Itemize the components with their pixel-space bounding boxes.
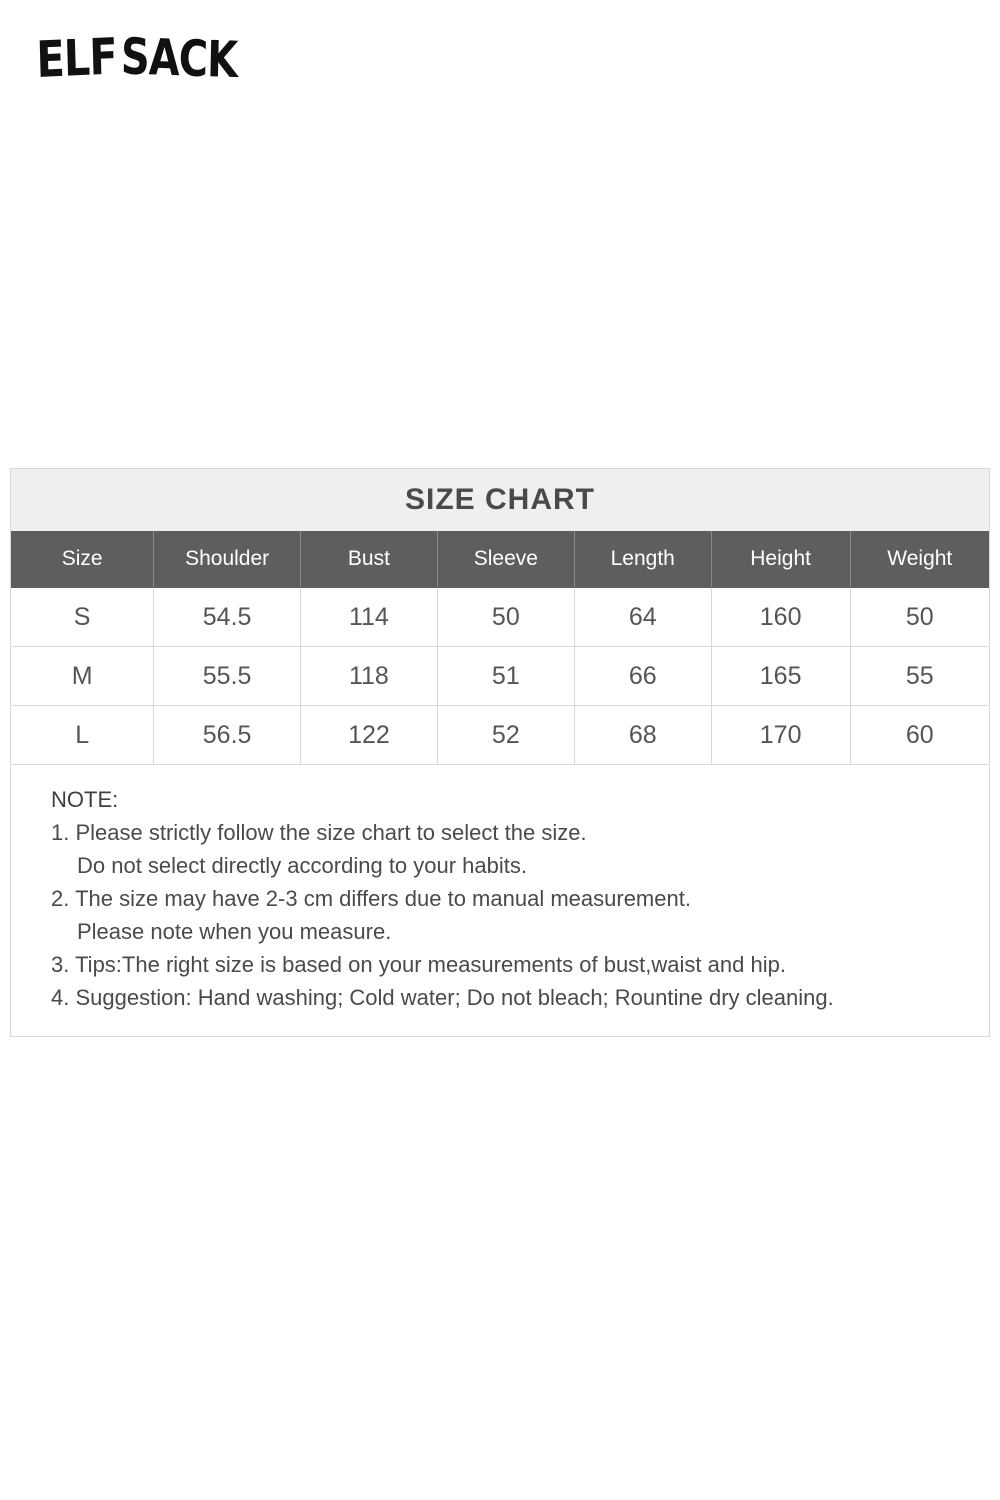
cell-size: L: [11, 706, 154, 765]
table-row: [11, 706, 989, 765]
column-header-sleeve: Sleeve: [437, 531, 574, 588]
brand-logo-part2: SACK: [120, 28, 238, 90]
cell-weight: 55: [850, 647, 989, 706]
cell-length: 68: [574, 706, 711, 765]
cell-shoulder: 55.5: [154, 647, 301, 706]
cell-shoulder: 54.5: [154, 588, 301, 647]
cell-length: 64: [574, 588, 711, 647]
cell-height: 165: [711, 647, 850, 706]
column-header-height: Height: [711, 531, 850, 588]
note-line-2: 2. The size may have 2-3 cm differs due to manual measurement.: [51, 886, 691, 911]
size-chart-note: [11, 765, 989, 1036]
note-line-1: 1. Please strictly follow the size chart to select the size.: [51, 820, 587, 845]
note-line-3: 3. Tips:The right size is based on your measurements of bust,waist and hip.: [51, 952, 786, 977]
column-header-shoulder: Shoulder: [154, 531, 301, 588]
cell-sleeve: 50: [437, 588, 574, 647]
cell-weight: 60: [850, 706, 989, 765]
table-row: [11, 647, 989, 706]
note-line-4: 4. Suggestion: Hand washing; Cold water; Do not bleach; Rountine dry cleaning.: [51, 985, 834, 1010]
cell-height: 170: [711, 706, 850, 765]
cell-size: S: [11, 588, 154, 647]
brand-logo-part1: ELF: [35, 28, 118, 90]
table-row: [11, 588, 989, 647]
column-header-weight: Weight: [850, 531, 989, 588]
cell-sleeve: 51: [437, 647, 574, 706]
size-chart-title: SIZE CHART: [11, 469, 989, 531]
column-header-size: Size: [11, 531, 154, 588]
cell-bust: 122: [300, 706, 437, 765]
cell-height: 160: [711, 588, 850, 647]
cell-length: 66: [574, 647, 711, 706]
cell-bust: 118: [300, 647, 437, 706]
column-header-bust: Bust: [300, 531, 437, 588]
note-heading: NOTE:: [51, 787, 119, 812]
note-line-2-continued: Please note when you measure.: [77, 919, 392, 944]
table-header-row: [11, 531, 989, 588]
size-chart-panel: [10, 468, 990, 1037]
cell-size: M: [11, 647, 154, 706]
cell-shoulder: 56.5: [154, 706, 301, 765]
column-header-length: Length: [574, 531, 711, 588]
cell-sleeve: 52: [437, 706, 574, 765]
note-line-1-continued: Do not select directly according to your habits.: [77, 853, 528, 878]
brand-logo: [35, 28, 238, 90]
cell-bust: 114: [300, 588, 437, 647]
cell-weight: 50: [850, 588, 989, 647]
size-chart-table: [11, 531, 989, 765]
